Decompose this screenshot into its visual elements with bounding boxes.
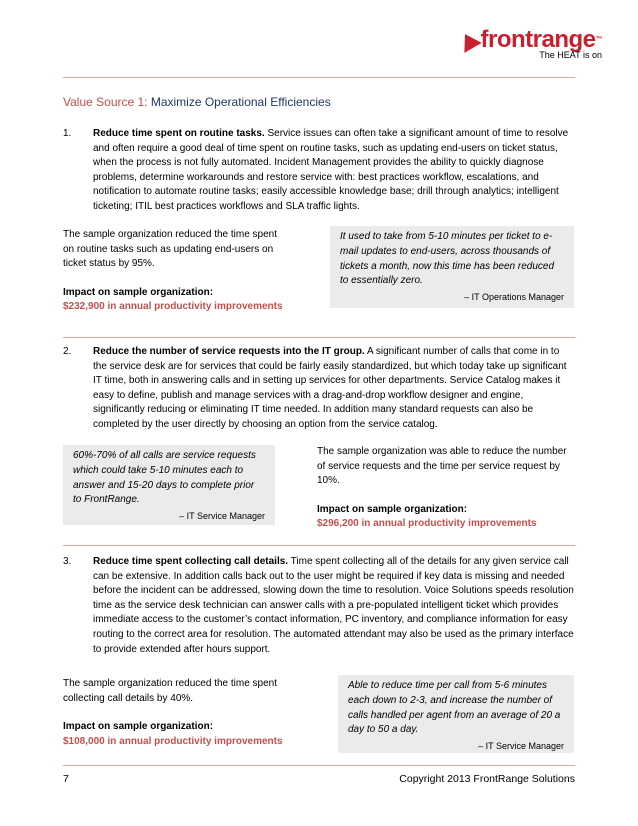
frontrange-logo [459, 28, 603, 60]
copyright: Copyright 2013 FrontRange Solutions [399, 773, 575, 785]
quote-attribution: – IT Service Manager [478, 741, 564, 752]
impact-value: $296,200 in annual productivity improvements [317, 518, 537, 530]
item-number: 3. [63, 556, 72, 567]
impact-heading: Impact on sample organization: [317, 503, 468, 515]
value-item-2 [63, 345, 575, 433]
header-divider [63, 77, 575, 78]
quote-attribution: – IT Operations Manager [464, 292, 564, 303]
item-heading: Reduce the number of service requests into the IT group. [93, 346, 365, 357]
page-number: 7 [63, 773, 69, 785]
item-body: Service issues can often take a significant amount of time to resolve and often require a good deal of time spent on routine tasks, such as updating end-users on ticket status, when the process is not fully automated. Incident Management provides the ability to quickly diagnose problems, determine workarounds and restore service with: best practices workflow, escalations, and notification to automate routine tasks; easily accessible knowledge base; drill through analytics; intelligent ticketing; ITIL best practices workflows and SLA traffic lights. [93, 128, 569, 212]
item-number: 2. [63, 346, 72, 357]
section-divider [63, 545, 575, 546]
impact-value: $232,900 in annual productivity improvements [63, 301, 283, 313]
result-text: The sample organization reduced the time spent on routine tasks such as updating end-users on ticket status by 95%. [63, 229, 278, 270]
quote-attribution: – IT Service Manager [179, 511, 265, 522]
impact-value: $108,000 in annual productivity improvements [63, 735, 283, 747]
quote-box-1 [330, 226, 574, 308]
value-item-3 [63, 555, 575, 657]
item-number: 1. [63, 128, 72, 139]
impact-heading: Impact on sample organization: [63, 721, 214, 733]
quote-box-2 [63, 445, 275, 525]
item-body: Time spent collecting all of the details for any given service call can be extensive. In addition calls back out to the user might be required if key data is missing and needed before the incident can be addressed, slowing down the time to resolution. Voice Solutions speeds resolution time as the service desk technician can answer calls with a pre-populated intelligent ticket which provides immediate access to the customer’s contact information, PC inventory, and compliance information for easy routing to the correct area for resolution. The automated attendant may also be used as the primary interface to provide extended after hours support. [93, 556, 574, 655]
item-heading: Reduce time spent collecting call details. [93, 556, 289, 567]
logo-trademark: ™ [595, 36, 602, 43]
impact-heading: Impact on sample organization: [63, 286, 214, 298]
logo-tagline: The HEAT is on [539, 50, 602, 60]
result-block-2 [317, 445, 575, 532]
quote-text: 60%-70% of all calls are service requests which could take 5-10 minutes each to answer and 15-20 days to complete prior to FrontRange. [73, 450, 256, 506]
value-item-1 [63, 127, 575, 215]
quote-text: It used to take from 5-10 minutes per ticket to e-mail updates to end-users, across thousands of tickets a month, now this time has been reduced to essentially zero. [340, 231, 555, 287]
page-title [63, 95, 331, 109]
section-title: Maximize Operational Efficiencies [150, 95, 331, 109]
quote-box-3 [338, 675, 574, 753]
item-heading: Reduce time spent on routine tasks. [93, 128, 265, 139]
result-block-1 [63, 228, 285, 315]
section-label: Value Source 1: [63, 95, 148, 109]
logo-arrow-icon [456, 29, 481, 53]
result-block-3 [63, 677, 285, 749]
result-text: The sample organization was able to reduce the number of service requests and the time per service request by 10%. [317, 446, 567, 487]
logo-wordmark: frontrange [480, 26, 596, 53]
result-text: The sample organization reduced the time spent collecting call details by 40%. [63, 678, 278, 704]
section-divider [63, 337, 575, 338]
footer-divider [63, 765, 575, 766]
quote-text: Able to reduce time per call from 5-6 minutes each down to 2-3, and increase the number of calls handled per agent from an average of 20 a day to 50 a day. [348, 680, 561, 736]
item-body: A significant number of calls that come in to the service desk are for services that could be fairly easily standardized, but which today take up significant IT time, both in answering calls and in setting up services for other departments. Service Catalog makes it easy to define, publish and manage services with a drag-and-drop workflow designer and engine, significantly reducing or eliminating IT time needed. In addition many standard requests can also be completed by the user directly by choosing an option from the service catalog. [93, 346, 567, 430]
